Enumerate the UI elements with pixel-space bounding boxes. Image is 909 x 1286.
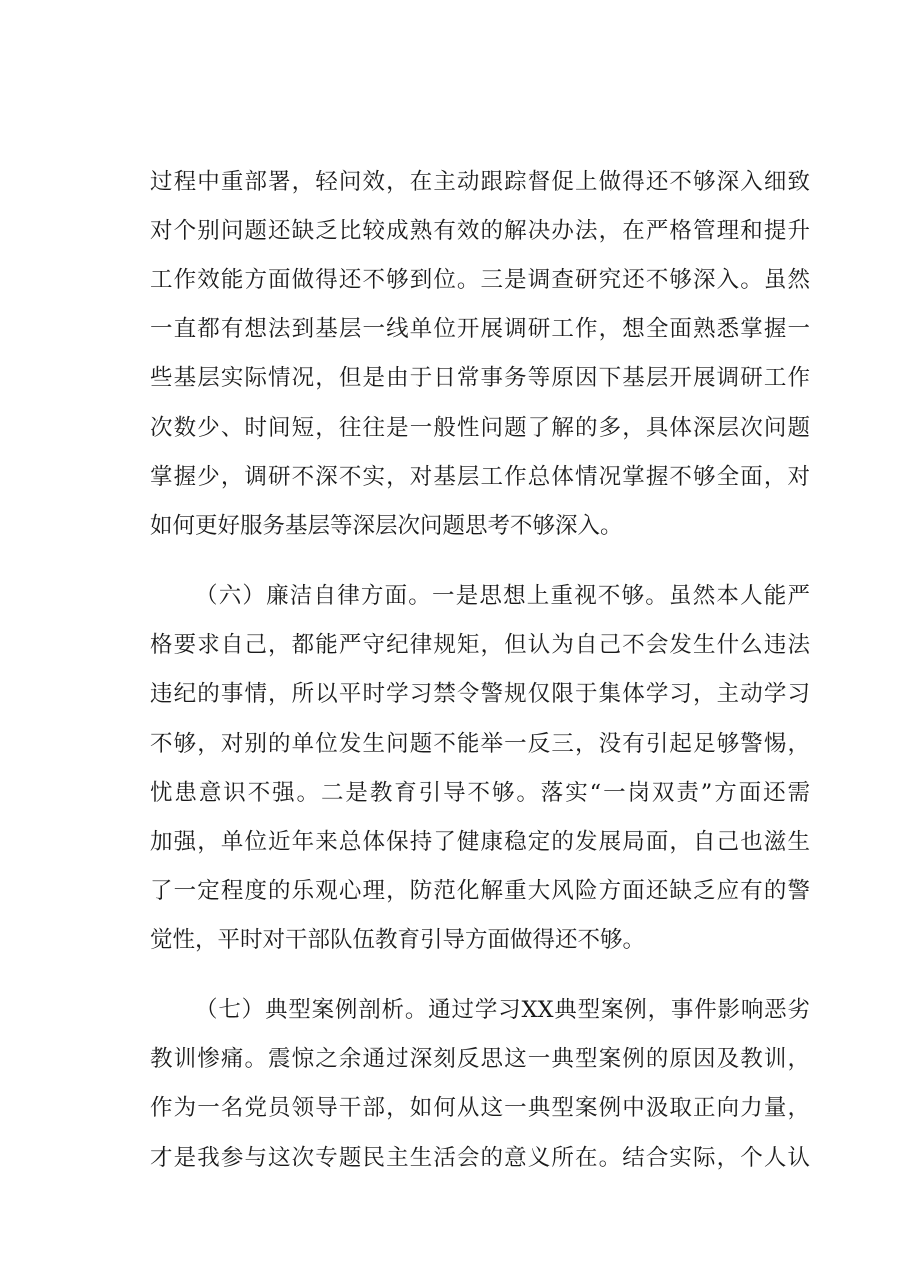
text-line: 了一定程度的乐观心理，防范化解重大风险方面还缺乏应有的警 [150,878,810,904]
text-line: 些基层实际情况，但是由于日常事务等原因下基层开展调研工作 [150,365,810,391]
text-line: 违纪的事情，所以平时学习禁令警规仅限于集体学习，主动学习 [150,681,810,707]
text-line: 一直都有想法到基层一线单位开展调研工作，想全面熟悉掌握一 [150,316,810,342]
text-line: （六）廉洁自律方面。一是思想上重视不够。虽然本人能严 [195,583,810,609]
text-line: 作为一名党员领导干部，如何从这一典型案例中汲取正向力量， [150,1095,810,1121]
text-line: 觉性，平时对干部队伍教育引导方面做得还不够。 [150,927,646,953]
text-line: （七）典型案例剖析。通过学习XX典型案例，事件影响恶劣 [195,997,810,1023]
text-line: 才是我参与这次专题民主生活会的意义所在。结合实际，个人认 [150,1145,810,1171]
text-line: 掌握少，调研不深不实，对基层工作总体情况掌握不够全面，对 [150,464,810,490]
text-line: 加强，单位近年来总体保持了健康稳定的发展局面，自己也滋生 [150,829,810,855]
text-line: 对个别问题还缺乏比较成熟有效的解决办法，在严格管理和提升 [150,218,810,244]
text-line: 教训惨痛。震惊之余通过深刻反思这一典型案例的原因及教训， [150,1046,810,1072]
text-line: 过程中重部署，轻问效，在主动跟踪督促上做得还不够深入细致 [150,169,810,195]
text-line: 如何更好服务基层等深层次问题思考不够深入。 [150,513,623,539]
text-line: 不够，对别的单位发生问题不能举一反三，没有引起足够警惕， [150,731,810,757]
text-line: 忧患意识不强。二是教育引导不够。落实“一岗双责”方面还需 [150,780,810,806]
text-line: 工作效能方面做得还不够到位。三是调查研究还不够深入。虽然 [150,267,810,293]
text-line: 格要求自己，都能严守纪律规矩，但认为自己不会发生什么违法 [150,632,810,658]
text-line: 次数少、时间短，往往是一般性问题了解的多，具体深层次问题 [150,415,810,441]
